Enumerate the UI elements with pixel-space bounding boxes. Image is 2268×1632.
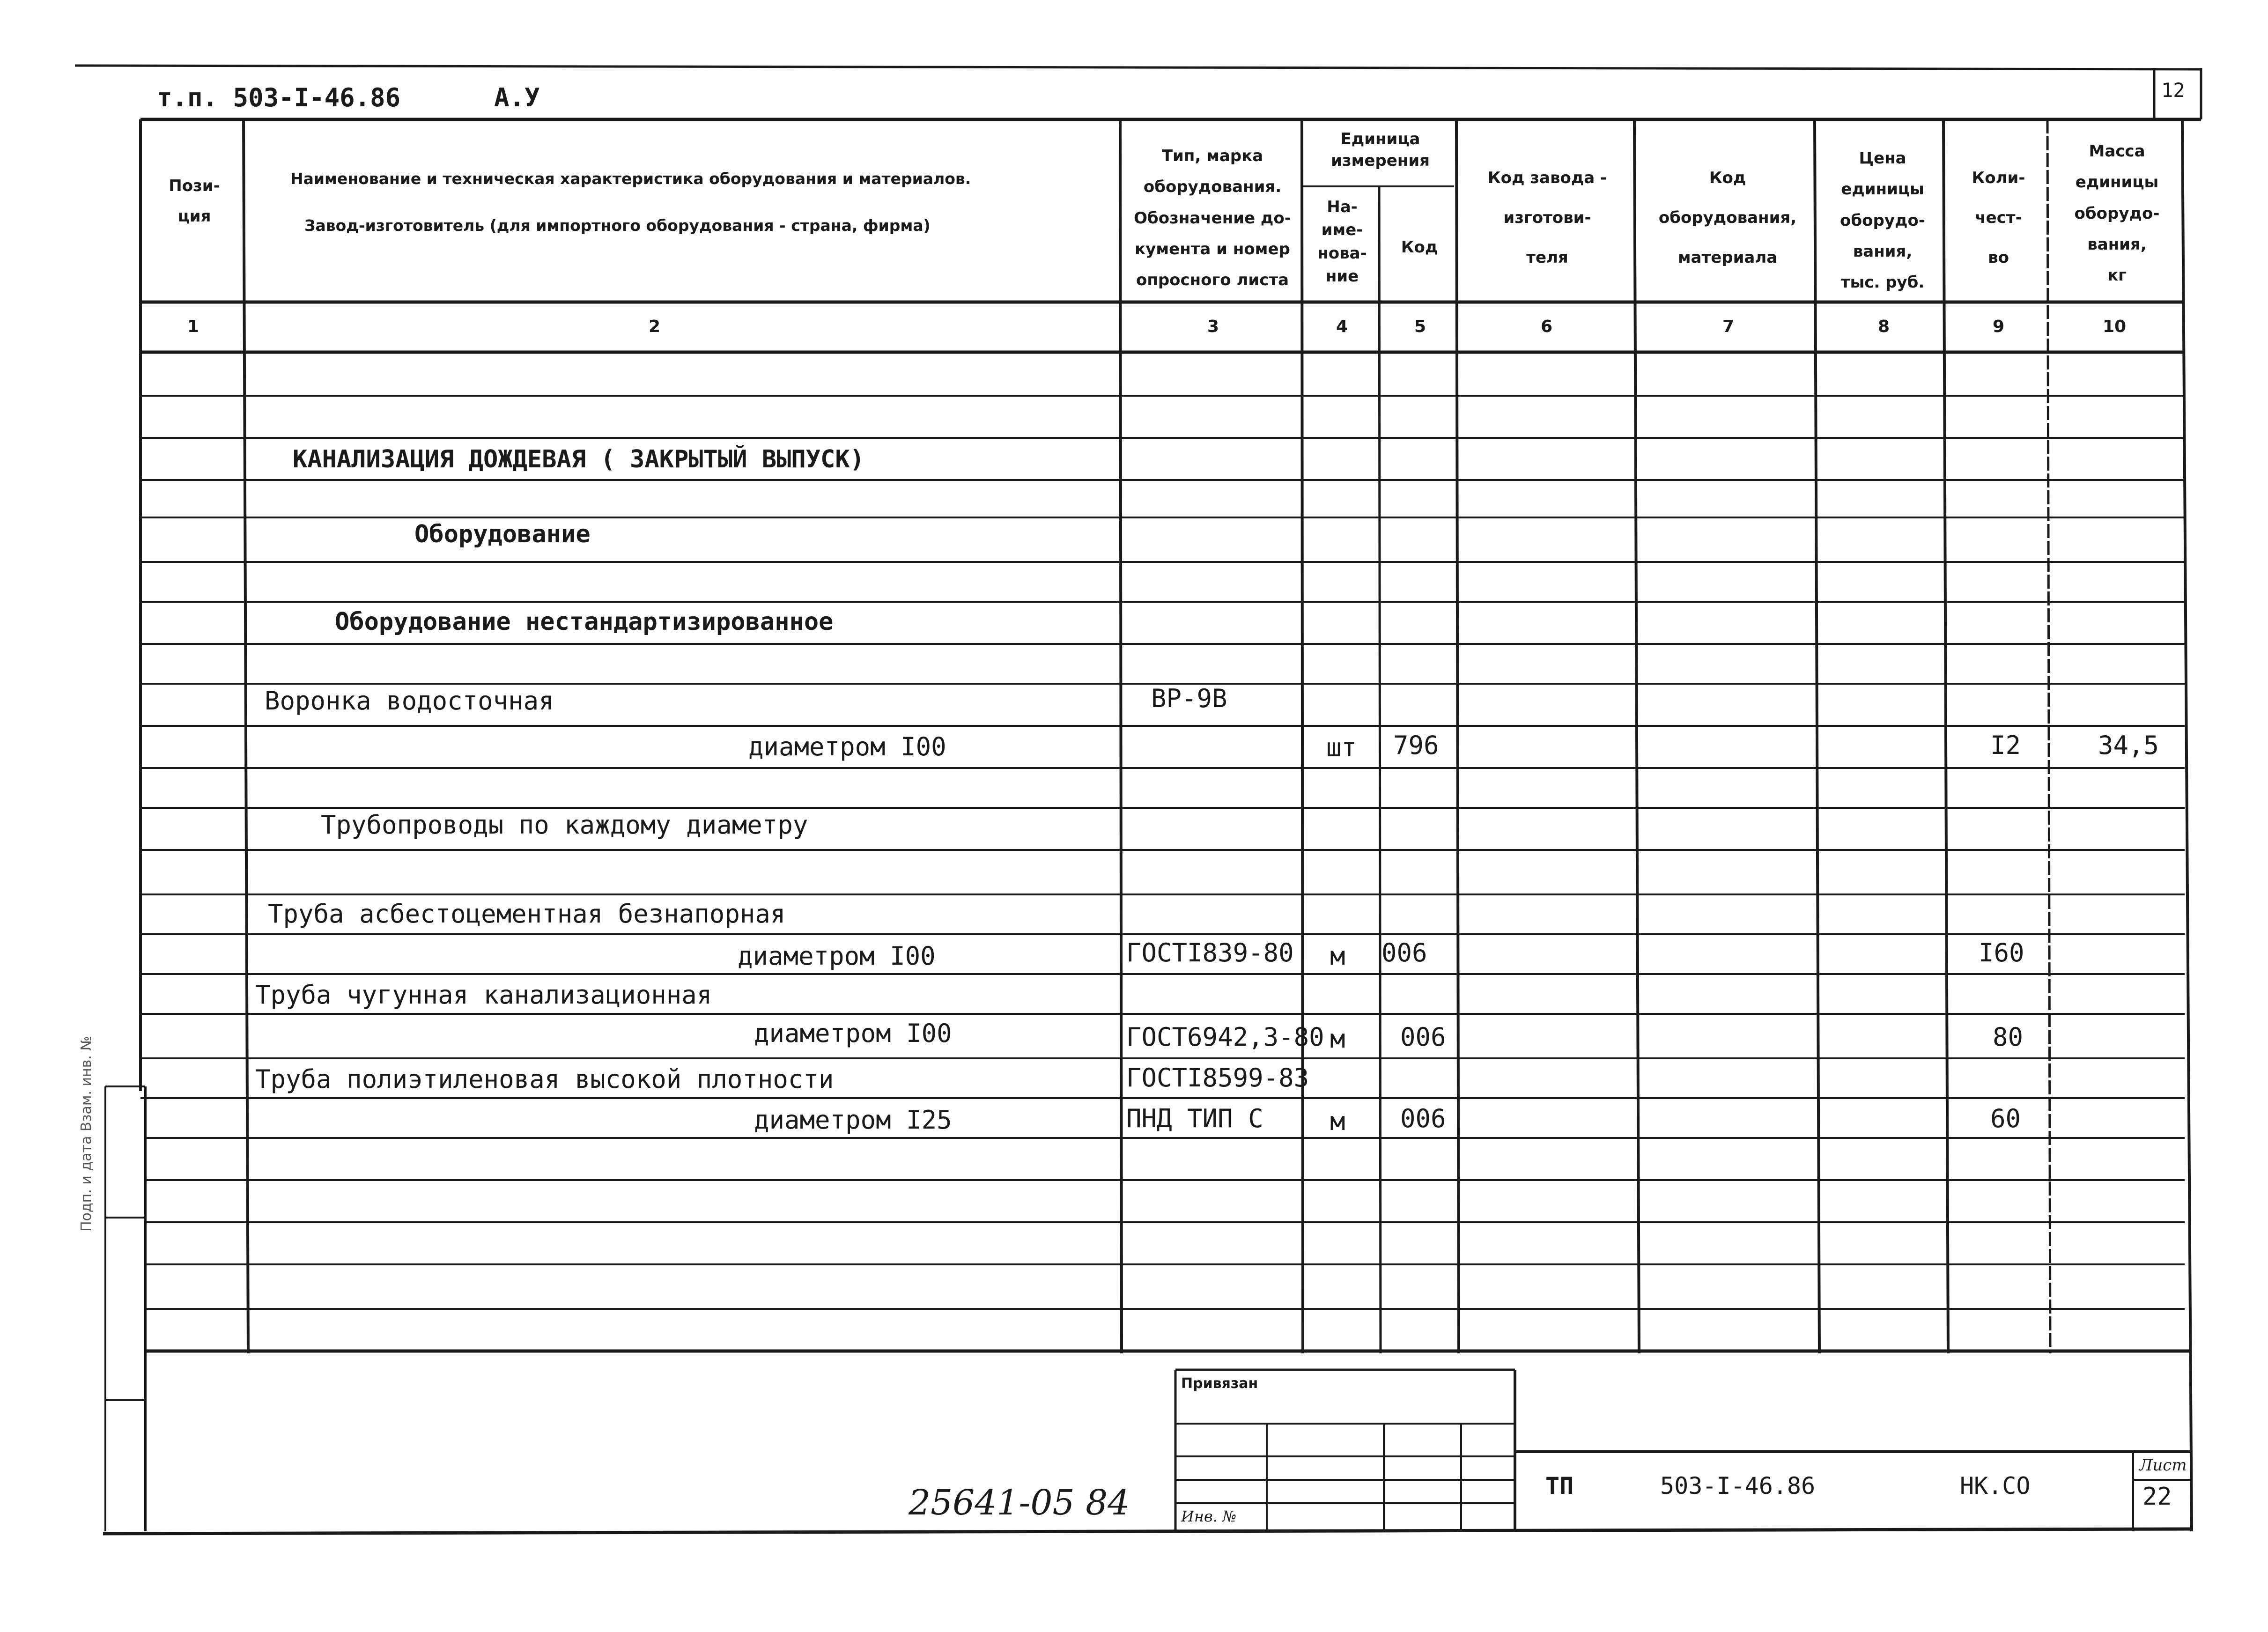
header-mass: Масса единицы оборудо- вания, кг: [2074, 142, 2160, 285]
item-funnel-qty: I2: [1990, 731, 2021, 760]
stamp-privyazan: Привязан: [1181, 1375, 1258, 1392]
album-label: А.У: [494, 83, 540, 112]
item-pipe1-code: 006: [1381, 938, 1427, 967]
item-pipe1-unit: м: [1330, 941, 1345, 971]
item-pipe3-unit: м: [1330, 1107, 1345, 1136]
colnum-5: 5: [1414, 317, 1426, 336]
item-pipe2-name: Труба чугунная канализационная: [255, 980, 712, 1010]
header-price: Цена единицы оборудо- вания, тыс. руб.: [1840, 149, 1925, 292]
item-pipe3-code: 006: [1400, 1104, 1446, 1133]
item-pipe3-gost: ГОСТI8599-83: [1126, 1063, 1309, 1093]
item-pipe3-qty: 60: [1990, 1104, 2021, 1133]
page-number-top: 12: [2161, 79, 2185, 102]
colnum-1: 1: [187, 317, 199, 336]
document-code-top: т.п. 503-I-46.86: [157, 83, 401, 112]
colnum-6: 6: [1541, 317, 1553, 336]
colnum-2: 2: [649, 317, 661, 336]
header-position: Пози- ция: [169, 177, 220, 226]
item-funnel-diameter: диаметром I00: [748, 732, 946, 761]
header-factory-code: Код завода - изготови- теля: [1487, 169, 1607, 267]
colnum-4: 4: [1336, 317, 1348, 336]
stamp-list-label: Лист: [2139, 1456, 2187, 1475]
item-pipe3-name: Труба полиэтиленовая высокой плотности: [255, 1064, 834, 1094]
item-funnel-type: ВР-9В: [1151, 684, 1227, 713]
handwritten-number: 25641-05 84: [909, 1483, 1130, 1523]
item-pipe1-diameter: диаметром I00: [738, 941, 936, 971]
header-name-line2: Завод-изготовитель (для импортного оборудования - страна, фирма): [304, 216, 931, 235]
stamp-document-code: 503-I-46.86: [1660, 1472, 1816, 1499]
item-pipe2-diameter: диаметром I00: [754, 1019, 952, 1048]
item-pipe3-type: ПНД ТИП С: [1126, 1104, 1263, 1133]
item-funnel-unit: шт: [1326, 733, 1357, 762]
colnum-10: 10: [2103, 317, 2127, 336]
item-pipe2-code: 006: [1400, 1022, 1446, 1052]
header-quantity: Коли- чест- во: [1972, 169, 2025, 267]
subsection-equipment: Оборудование: [414, 520, 591, 548]
stamp-list-number: 22: [2142, 1483, 2172, 1511]
item-pipe1-name: Труба асбестоцементная безнапорная: [268, 899, 786, 929]
stamp-tp-label: ТП: [1545, 1472, 1574, 1499]
item-pipe1-qty: I60: [1979, 938, 2024, 967]
header-name-line1: Наименование и техническая характеристика оборудования и материалов.: [290, 170, 971, 188]
item-pipe2-qty: 80: [1993, 1022, 2024, 1052]
item-funnel-mass: 34,5: [2098, 731, 2159, 760]
colnum-9: 9: [1993, 317, 2005, 336]
stamp-section-code: НК.СО: [1960, 1472, 2031, 1499]
subsection-nonstandard: Оборудование нестандартизированное: [335, 608, 834, 636]
item-pipe1-gost: ГОСТI839-80: [1126, 938, 1294, 967]
colnum-8: 8: [1878, 317, 1890, 336]
stamp-inventory-no: Инв. №: [1181, 1507, 1237, 1525]
colnum-7: 7: [1722, 317, 1735, 336]
header-unit-code: Код: [1401, 238, 1438, 257]
pipes-title: Трубопроводы по каждому диаметру: [321, 810, 808, 840]
margin-stamp-text: Подп. и дата Взам. инв. №: [78, 1036, 95, 1232]
header-unit-name: На- име- нова- ние: [1317, 198, 1367, 286]
item-pipe2-gost: ГОСТ6942,3-80: [1126, 1022, 1324, 1052]
item-pipe3-diameter: диаметром I25: [754, 1105, 952, 1135]
header-material-code: Код оборудования, материала: [1658, 169, 1797, 267]
item-pipe2-unit: м: [1330, 1024, 1345, 1054]
header-unit-group: Единица измерения: [1331, 130, 1430, 170]
colnum-3: 3: [1207, 317, 1219, 336]
item-funnel-code: 796: [1393, 731, 1439, 760]
header-type: Тип, марка оборудования. Обозначение до- кумента и номер опросного листа: [1134, 147, 1291, 290]
section-title: КАНАЛИЗАЦИЯ ДОЖДЕВАЯ ( ЗАКРЫТЫЙ ВЫПУСК): [293, 445, 864, 473]
item-funnel-name: Воронка водосточная: [265, 686, 554, 716]
